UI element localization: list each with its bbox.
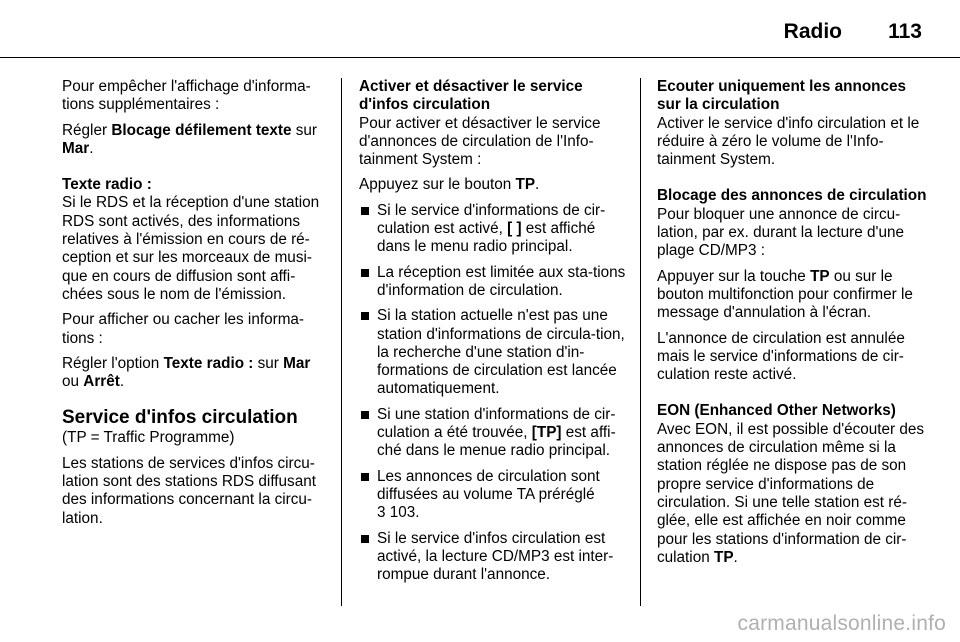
text: ou (62, 373, 84, 391)
paragraph: Activer le service d'info circulation et le réduire à zéro le volume de l'Info-tainment System. (657, 114, 920, 169)
subheading: Activer et désactiver le service d'infos circulation (359, 78, 583, 114)
paragraph: L'annonce de circulation est annulée mais le service d'informations de cir-culation reste activé. (657, 329, 905, 384)
paragraph: Pour activer et désactiver le service d'annonces de circulation de l'Info-tainment System : (359, 114, 601, 169)
page-reference: 3 103. (377, 504, 420, 522)
text: Régler (62, 121, 112, 139)
text: Les annonces de circulation sont diffusées au volume TA préréglé (377, 467, 600, 503)
menu-option: Blocage défilement texte (111, 121, 292, 139)
list-item (359, 202, 631, 257)
text: . (89, 139, 94, 157)
column-divider-2 (640, 78, 641, 606)
text: est affiché dans le menu radio principal. (377, 220, 596, 256)
text: . (119, 373, 125, 391)
subheading: EON (Enhanced Other Networks) (657, 402, 896, 420)
paragraph: Pour bloquer une annonce de circu-lation, par ex. durant la lecture d'une plage CD/MP3 : (657, 205, 904, 260)
column-divider-1 (341, 78, 342, 606)
text: Avec EON, il est possible d'écouter des annonces de circulation même si la station réglée ne dispose pas de son propre service d'informations de circulation. Si une telle station est ré-glée, elle est affichée en noir comme pour les stations d'information de cir-culation (657, 420, 925, 566)
paragraph (62, 355, 330, 392)
display-symbol: [TP] (531, 424, 562, 442)
paragraph (359, 176, 631, 194)
paragraph (657, 268, 927, 323)
text: Régler l'option (62, 354, 164, 372)
menu-value: Mar (283, 354, 311, 372)
column-2 (359, 78, 631, 591)
paragraph (62, 122, 330, 159)
text: Appuyez sur le bouton (359, 176, 516, 194)
text: ou sur le bouton multifonction pour confirmer le message d'annulation à l'écran. (657, 267, 913, 322)
subheading: Ecouter uniquement les annonces sur la circulation (657, 78, 907, 114)
menu-value: Mar (62, 139, 90, 157)
text: Si une station d'informations de cir-culation a été trouvée, (377, 405, 616, 442)
display-symbol: [ ] (507, 220, 522, 238)
subheading: Blocage des annonces de circulation (657, 187, 927, 205)
menu-option: Texte radio : (163, 354, 254, 372)
paragraph: Pour afficher ou cacher les informa-tions : (62, 311, 305, 347)
paragraph: Si le RDS et la réception d'une station RDS sont activés, des informations relatives à l'émission en cours de ré-ception et sur les morceaux de musi-que en cours de diffusion sont affi-chées sous le nom de l'émission. (62, 194, 320, 303)
list-item: Si la station actuelle n'est pas une station d'informations de circula-tion, la recherche d'une station d'in-formations de circulation est lancée automatiquement. (359, 307, 631, 398)
menu-value: Arrêt (83, 373, 120, 391)
page-header (0, 0, 960, 58)
button-name: TP (810, 267, 830, 285)
text: sur (253, 354, 284, 372)
bullet-list (359, 202, 631, 585)
text: . (733, 548, 738, 566)
column-3 (657, 78, 927, 574)
list-item (359, 468, 631, 523)
header-rule (0, 57, 960, 58)
section-heading: Service d'infos circulation (62, 407, 298, 429)
paragraph: Pour empêcher l'affichage d'informa-tions supplémentaires : (62, 78, 311, 114)
list-item: Si le service d'infos circulation est activé, la lecture CD/MP3 est inter-rompue durant l'annonce. (359, 530, 631, 585)
button-name: TP (515, 176, 536, 194)
button-name: TP (713, 548, 734, 566)
text: sur (291, 121, 318, 139)
paragraph (657, 421, 927, 567)
list-item (359, 406, 631, 461)
text: . (535, 176, 540, 194)
page-number: 113 (888, 20, 922, 43)
column-1 (62, 78, 330, 535)
watermark: carmanualsonline.info (737, 612, 946, 635)
text: Appuyer sur la touche (657, 267, 811, 285)
paragraph: Les stations de services d'infos circu-lation sont des stations RDS diffusant des informations concernant la circu-lation. (62, 454, 316, 527)
text: est affi-ché dans le menue radio principal. (377, 424, 616, 460)
section-title: Radio (783, 20, 842, 43)
text: Si le service d'informations de cir-culation est activé, (377, 201, 606, 238)
subheading-texte-radio: Texte radio : (62, 176, 152, 194)
paragraph: (TP = Traffic Programme) (62, 429, 235, 447)
list-item: La réception est limitée aux sta-tions d'information de circulation. (359, 264, 631, 301)
